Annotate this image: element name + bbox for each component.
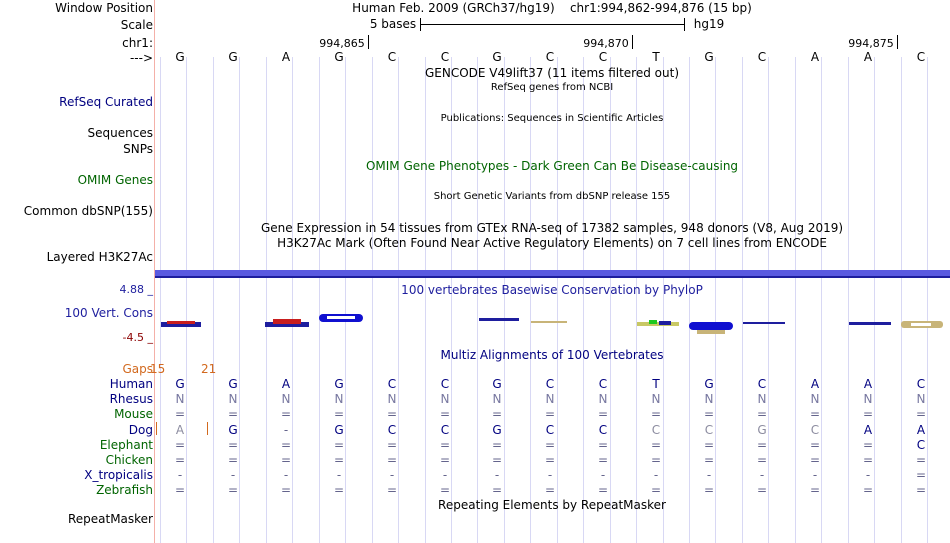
aligned-base: = (756, 453, 768, 467)
gridline (319, 57, 320, 543)
species-label[interactable]: X_tropicalis (84, 468, 153, 482)
aligned-base: G (228, 377, 238, 391)
phylop-glyph-3 (265, 319, 309, 327)
aligned-base: = (703, 483, 715, 497)
species-label[interactable]: Elephant (99, 438, 153, 452)
aligned-base: - (706, 468, 712, 482)
aligned-base: G (228, 423, 238, 437)
aligned-base: = (227, 407, 239, 421)
aligned-base: = (439, 438, 451, 452)
reference-base: A (810, 50, 820, 64)
scale-bar-right-cap (684, 18, 685, 31)
aligned-base: C (704, 423, 714, 437)
aligned-base: = (703, 407, 715, 421)
phylop-min-label: -4.5 _ (122, 331, 153, 344)
aligned-base: - (600, 468, 606, 482)
aligned-base: - (494, 468, 500, 482)
aligned-base: = (280, 453, 292, 467)
aligned-base: = (597, 407, 609, 421)
aligned-base: N (651, 392, 661, 406)
aligned-base: - (283, 468, 289, 482)
gridline (477, 57, 478, 543)
window-position-value: Human Feb. 2009 (GRCh37/hg19) chr1:994,862-994,876 (15 bp) (352, 1, 752, 15)
aligned-base: = (650, 483, 662, 497)
aligned-base: G (704, 377, 714, 391)
aligned-base: = (756, 438, 768, 452)
gridline (689, 57, 690, 543)
aligned-base: = (809, 483, 821, 497)
aligned-base: - (759, 468, 765, 482)
gridline (901, 57, 902, 543)
aligned-base: C (387, 377, 397, 391)
aligned-base: N (440, 392, 450, 406)
aligned-base: C (916, 377, 926, 391)
phylop-track-title[interactable]: 100 vertebrates Basewise Conservation by PhyloP (401, 283, 703, 297)
aligned-base: = (491, 453, 503, 467)
gridline (372, 57, 373, 543)
gaps-label: Gaps (122, 362, 153, 376)
aligned-base: - (547, 468, 553, 482)
aligned-base: = (544, 438, 556, 452)
aligned-base: = (280, 407, 292, 421)
aligned-base: N (863, 392, 873, 406)
aligned-base: G (757, 423, 767, 437)
aligned-base: A (281, 377, 291, 391)
aligned-base: = (333, 453, 345, 467)
reference-base: G (334, 50, 344, 64)
h3k27-track-label[interactable]: Layered H3K27Ac (46, 250, 153, 264)
aligned-base: = (809, 407, 821, 421)
aligned-base: C (440, 423, 450, 437)
gridline (795, 57, 796, 543)
aligned-base: = (386, 453, 398, 467)
aligned-base: = (544, 483, 556, 497)
scale-right-text: hg19 (693, 17, 725, 31)
reference-base: G (175, 50, 185, 64)
position-label-1: 994,865 (319, 37, 365, 50)
dog-gap-marker-2 (207, 422, 208, 435)
position-label-3: 994,875 (848, 37, 894, 50)
aligned-base: = (174, 407, 186, 421)
aligned-base: = (174, 483, 186, 497)
reference-base: G (228, 50, 238, 64)
aligned-base: = (915, 453, 927, 467)
aligned-base: = (491, 483, 503, 497)
aligned-base: C (651, 423, 661, 437)
aligned-base: = (650, 407, 662, 421)
phylop-glyph-15 (901, 321, 943, 328)
aligned-base: C (440, 377, 450, 391)
aligned-base: A (863, 423, 873, 437)
gridline (425, 57, 426, 543)
phylop-glyph-11 (689, 322, 733, 334)
aligned-base: = (227, 483, 239, 497)
aligned-base: = (544, 453, 556, 467)
aligned-base: = (227, 453, 239, 467)
aligned-base: N (228, 392, 238, 406)
reference-base: G (704, 50, 714, 64)
dbsnp-track-title[interactable]: Short Genetic Variants from dbSNP release 155 (433, 191, 671, 202)
aligned-base: N (387, 392, 397, 406)
aligned-base: N (334, 392, 344, 406)
refseq-track-title[interactable]: RefSeq genes from NCBI (490, 82, 614, 93)
aligned-base: = (439, 407, 451, 421)
aligned-base: - (653, 468, 659, 482)
dog-gap-marker-1 (156, 422, 157, 435)
phylop-max-label: 4.88 _ (119, 283, 153, 296)
gencode-track-title[interactable]: GENCODE V49lift37 (11 items filtered out) (424, 66, 680, 80)
phylop-glyph-10 (637, 320, 679, 326)
phylop-glyph-4 (319, 314, 363, 322)
aligned-base: A (916, 423, 926, 437)
species-label[interactable]: Human (109, 377, 153, 391)
aligned-base: = (227, 438, 239, 452)
aligned-base: = (862, 483, 874, 497)
aligned-base: T (652, 377, 660, 391)
aligned-base: C (545, 377, 555, 391)
aligned-base: = (174, 453, 186, 467)
aligned-base: = (386, 438, 398, 452)
aligned-base: = (862, 407, 874, 421)
aligned-base: = (544, 407, 556, 421)
dbsnp-track-label[interactable]: Common dbSNP(155) (23, 204, 153, 218)
reference-base: C (916, 50, 926, 64)
aligned-base: = (333, 407, 345, 421)
h3k27-track-title[interactable]: H3K27Ac Mark (Often Found Near Active Regulatory Elements) on 7 cell lines from ENCODE (277, 236, 827, 250)
aligned-base: - (283, 423, 289, 437)
aligned-base: - (389, 468, 395, 482)
aligned-base: C (810, 423, 820, 437)
snps-track-label[interactable]: SNPs (123, 142, 153, 156)
reference-base: C (387, 50, 397, 64)
aligned-base: = (333, 438, 345, 452)
reference-base: C (440, 50, 450, 64)
aligned-base: = (703, 438, 715, 452)
aligned-base: = (333, 483, 345, 497)
reference-base: A (863, 50, 873, 64)
aligned-base: - (442, 468, 448, 482)
gridline (742, 57, 743, 543)
scale-bar (420, 24, 684, 25)
species-label[interactable]: Mouse (114, 407, 153, 421)
scale-bar-left-cap (420, 18, 421, 31)
aligned-base: = (809, 453, 821, 467)
aligned-base: = (386, 407, 398, 421)
aligned-base: C (545, 423, 555, 437)
repeatmasker-track-title[interactable]: Repeating Elements by RepeatMasker (438, 498, 666, 512)
aligned-base: = (862, 438, 874, 452)
aligned-base: = (491, 438, 503, 452)
aligned-base: = (756, 483, 768, 497)
aligned-base: = (491, 407, 503, 421)
position-tick-3 (897, 35, 898, 49)
aligned-base: C (598, 377, 608, 391)
aligned-base: = (756, 407, 768, 421)
gridline (848, 57, 849, 543)
species-label[interactable]: Zebrafish (96, 483, 153, 497)
aligned-base: = (915, 407, 927, 421)
position-tick-1 (368, 35, 369, 49)
reference-base: C (545, 50, 555, 64)
aligned-base: - (812, 468, 818, 482)
aligned-base: A (175, 423, 185, 437)
sequences-track-label[interactable]: Sequences (87, 126, 153, 140)
refseq-track-label[interactable]: RefSeq Curated (59, 95, 153, 109)
omim-track-title[interactable]: OMIM Gene Phenotypes - Dark Green Can Be Disease-causing (365, 159, 739, 173)
aligned-base: G (492, 423, 502, 437)
aligned-base: = (280, 438, 292, 452)
chr-label: chr1: (122, 36, 153, 50)
gap-value-2: 21 (201, 362, 217, 376)
aligned-base: G (492, 377, 502, 391)
aligned-base: A (863, 377, 873, 391)
phylop-glyph-12 (743, 322, 785, 324)
aligned-base: = (597, 438, 609, 452)
gtex-track-title[interactable]: Gene Expression in 54 tissues from GTEx RNA-seq of 17382 samples, 948 donors (V8, Aug 2019) (260, 221, 844, 235)
aligned-base: C (598, 423, 608, 437)
reference-base: T (652, 50, 660, 64)
reference-base: C (757, 50, 767, 64)
aligned-base: - (177, 468, 183, 482)
aligned-base: N (598, 392, 608, 406)
aligned-base: = (809, 438, 821, 452)
window-position-label: Window Position (55, 1, 153, 15)
gridline (583, 57, 584, 543)
aligned-base: G (334, 423, 344, 437)
aligned-base: A (810, 377, 820, 391)
publications-track-title[interactable]: Publications: Sequences in Scientific Articles (440, 113, 664, 124)
aligned-base: N (704, 392, 714, 406)
aligned-base: = (703, 453, 715, 467)
reference-base: A (281, 50, 291, 64)
aligned-base: N (281, 392, 291, 406)
aligned-base: - (230, 468, 236, 482)
gridline (160, 57, 161, 543)
phylop-track-label[interactable]: 100 Vert. Cons (64, 306, 153, 320)
aligned-base: = (439, 453, 451, 467)
gridline (213, 57, 214, 543)
aligned-base: N (810, 392, 820, 406)
aligned-base: = (174, 438, 186, 452)
position-tick-2 (632, 35, 633, 49)
repeatmasker-track-label[interactable]: RepeatMasker (67, 512, 153, 526)
aligned-base: C (916, 438, 926, 452)
strand-arrow-label: ---> (129, 51, 153, 65)
aligned-base: C (757, 377, 767, 391)
species-label[interactable]: Dog (128, 423, 153, 437)
aligned-base: = (597, 453, 609, 467)
gap-value-1: 15 (150, 362, 166, 376)
species-label[interactable]: Chicken (105, 453, 153, 467)
omim-track-label[interactable]: OMIM Genes (77, 173, 153, 187)
scale-left-text: 5 bases (369, 17, 417, 31)
position-label-2: 994,870 (583, 37, 629, 50)
aligned-base: = (386, 483, 398, 497)
gridline (266, 57, 267, 543)
aligned-base: = (650, 438, 662, 452)
aligned-base: = (862, 453, 874, 467)
reference-base: C (598, 50, 608, 64)
gridline (636, 57, 637, 543)
aligned-base: = (280, 483, 292, 497)
aligned-base: N (757, 392, 767, 406)
multiz-track-title[interactable]: Multiz Alignments of 100 Vertebrates (440, 348, 664, 362)
aligned-base: - (865, 468, 871, 482)
aligned-base: - (336, 468, 342, 482)
scale-label: Scale (120, 18, 153, 32)
phylop-logo (155, 308, 950, 338)
aligned-base: = (597, 483, 609, 497)
aligned-base: N (545, 392, 555, 406)
aligned-base: N (492, 392, 502, 406)
aligned-base: G (334, 377, 344, 391)
aligned-base: = (439, 483, 451, 497)
phylop-glyph-14 (849, 322, 891, 325)
aligned-base: N (916, 392, 926, 406)
phylop-glyph-8 (531, 321, 567, 323)
gridline (530, 57, 531, 543)
aligned-base: = (650, 453, 662, 467)
phylop-glyph-1 (161, 321, 201, 327)
aligned-base: G (175, 377, 185, 391)
aligned-base: = (915, 483, 927, 497)
species-label[interactable]: Rhesus (109, 392, 153, 406)
reference-base: G (492, 50, 502, 64)
aligned-base: = (915, 468, 927, 482)
aligned-base: C (387, 423, 397, 437)
h3k27-signal-band[interactable] (155, 270, 950, 278)
aligned-base: N (175, 392, 185, 406)
phylop-glyph-7 (479, 318, 519, 321)
